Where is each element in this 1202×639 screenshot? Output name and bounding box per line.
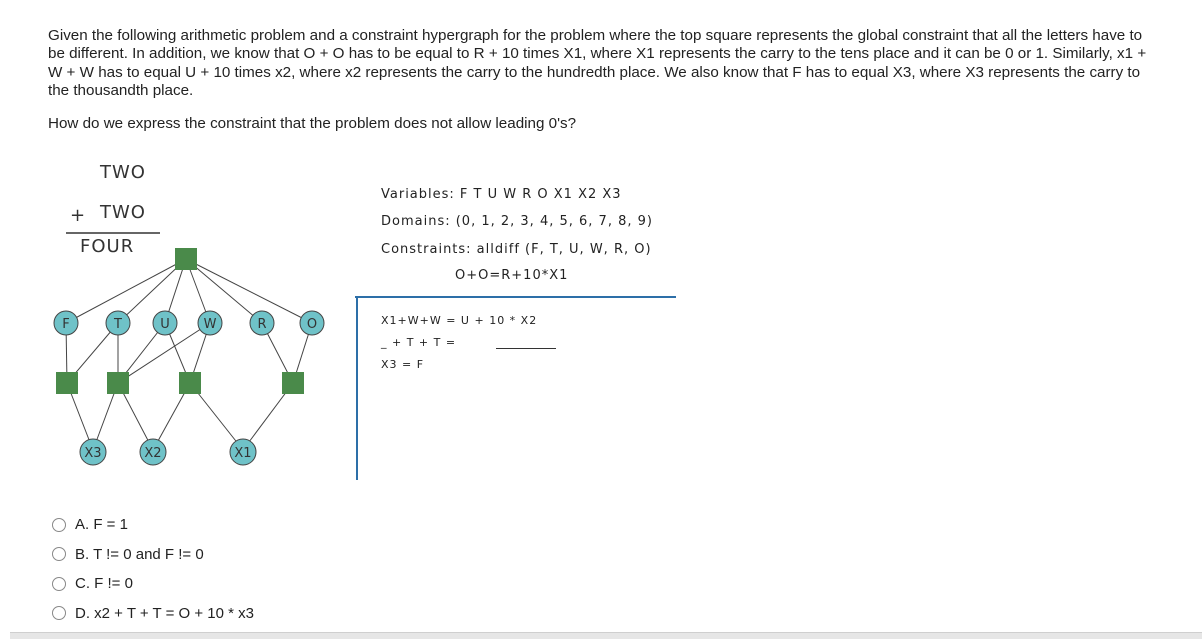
svg-text:O: O	[306, 317, 318, 332]
notes-constraint-1: O+O=R+10*X1	[455, 268, 569, 283]
notes-variables: Variables: F T U W R O X1 X2 X3	[381, 187, 622, 202]
node-u	[153, 311, 177, 335]
option-d[interactable]	[52, 599, 254, 629]
node-w	[198, 311, 222, 335]
svg-text:R: R	[257, 317, 267, 332]
puzzle-line-3: FOUR	[80, 236, 135, 257]
option-label: A. F = 1	[75, 516, 128, 534]
radio-button[interactable]	[52, 547, 66, 561]
option-label: D. x2 + T + T = O + 10 * x3	[75, 604, 254, 622]
question-prompt: How do we express the constraint that the problem does not allow leading 0's?	[48, 115, 577, 132]
constraint-square	[107, 372, 129, 394]
notes-blank-line	[496, 348, 556, 349]
notes-constraint-3: _ + T + T =	[381, 336, 457, 349]
svg-text:X3: X3	[84, 446, 102, 461]
puzzle-line-2: TWO	[100, 202, 146, 223]
constraint-square	[282, 372, 304, 394]
svg-text:T: T	[114, 317, 122, 332]
option-a[interactable]	[52, 510, 254, 540]
notes-domains: Domains: (0, 1, 2, 3, 4, 5, 6, 7, 8, 9)	[381, 214, 653, 229]
notes-constraints: Constraints: alldiff (F, T, U, W, R, O)	[381, 242, 652, 257]
node-x1	[230, 439, 256, 465]
radio-button[interactable]	[52, 518, 66, 532]
puzzle-line-1: TWO	[100, 162, 146, 183]
svg-text:U: U	[160, 317, 170, 332]
answer-options	[52, 510, 254, 628]
puzzle-plus: +	[70, 205, 87, 226]
radio-button[interactable]	[52, 606, 66, 620]
option-label: C. F != 0	[75, 575, 133, 593]
option-label: B. T != 0 and F != 0	[75, 545, 204, 563]
node-r	[250, 311, 274, 335]
radio-button[interactable]	[52, 577, 66, 591]
option-c[interactable]	[52, 569, 254, 599]
svg-text:F: F	[62, 317, 70, 332]
notes-constraint-4: X3 = F	[381, 358, 425, 371]
node-x2	[140, 439, 166, 465]
svg-text:X1: X1	[234, 446, 252, 461]
svg-text:X2: X2	[144, 446, 162, 461]
alldiff-constraint-square	[175, 248, 197, 270]
svg-text:W: W	[203, 317, 217, 332]
question-text: Given the following arithmetic problem and a constraint hypergraph for the problem where the top square represents the global constraint that all the letters have to be different. In addition, we know that O + O has to be equal to R + 10 times X1, where X1 represents the carry to the tens place and it can be 0 or 1. Similarly, x1 + W + W has to equal U + 10 times x2, where x2 represents the carry to the hundredth place. We also know that F has to equal X3, where X3 represents the carry to the thousandth place.	[48, 27, 1147, 100]
notes-constraint-2: X1+W+W = U + 10 * X2	[381, 314, 538, 327]
node-o	[300, 311, 324, 335]
node-x3	[80, 439, 106, 465]
node-f	[54, 311, 78, 335]
option-b[interactable]	[52, 540, 254, 570]
constraint-square	[179, 372, 201, 394]
node-t	[106, 311, 130, 335]
constraint-square	[56, 372, 78, 394]
